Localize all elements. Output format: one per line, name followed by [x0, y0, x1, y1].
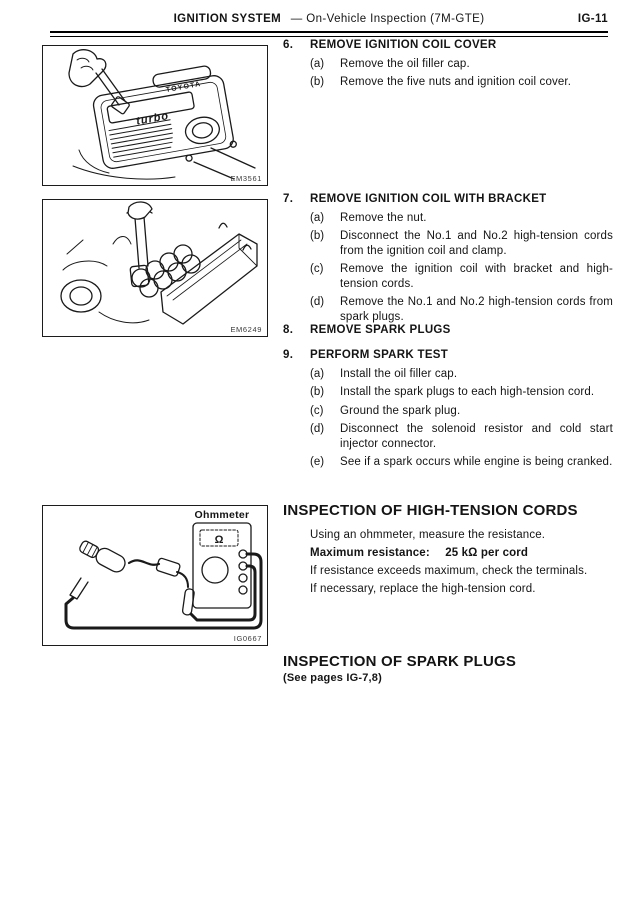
hand-icon [69, 50, 106, 87]
engine-plug-removal-illustration [43, 200, 267, 336]
substep [310, 385, 613, 400]
step-8 [283, 323, 613, 338]
substep-label: (a) [310, 367, 325, 380]
substep-text: Remove the No.1 and No.2 high-tension cords from spark plugs. [340, 296, 613, 323]
figure-ignition-coil-cover [42, 45, 268, 186]
figure-ignition-coil-bracket [42, 199, 268, 337]
substep [310, 455, 613, 470]
substep [310, 367, 613, 382]
section-high-tension-cords [283, 502, 615, 598]
step-title: REMOVE IGNITION COIL WITH BRACKET [310, 193, 547, 205]
hand-icon [128, 202, 152, 219]
toyota-badge-label: TOYOTA [165, 80, 202, 95]
substep [310, 404, 613, 419]
header-section-name: IGNITION SYSTEM [173, 13, 282, 25]
figure-caption: EM3561 [230, 174, 262, 183]
instruction-line: If resistance exceeds maximum, check the terminals. [310, 565, 588, 577]
ohmmeter-cord-illustration [43, 506, 267, 645]
turbo-panel-label: turbo [135, 110, 171, 128]
substep-label: (a) [310, 211, 325, 224]
section-spark-plugs [283, 653, 615, 684]
substep-text: Disconnect the solenoid resistor and cold start injector connector. [340, 423, 613, 450]
step-6 [283, 38, 613, 90]
substep-label: (c) [310, 404, 324, 417]
substep-label: (b) [310, 230, 325, 242]
section-title: INSPECTION OF SPARK PLUGS [283, 653, 517, 670]
page-reference: (See pages IG-7,8) [283, 672, 382, 684]
header-rule [50, 31, 608, 37]
substep-text: Remove the ignition coil with bracket and high-tension cords. [340, 263, 613, 290]
substep [310, 295, 613, 324]
substep-label: (c) [310, 263, 324, 275]
substep-label: (d) [310, 423, 325, 435]
step-number: 6. [283, 39, 294, 51]
cord-cable [129, 560, 159, 564]
spec-label: Maximum resistance: [310, 547, 430, 559]
substep [310, 75, 613, 90]
spark-plug-boot [77, 537, 127, 575]
omega-symbol: Ω [214, 534, 224, 546]
substep-label: (b) [310, 386, 325, 398]
substep-text: Install the spark plugs to each high-tension cord. [340, 386, 595, 398]
plug-wrench-icon [135, 217, 148, 268]
substep [310, 57, 613, 72]
spec-value: 25 kΩ per cord [445, 547, 529, 559]
ohmmeter-label: Ohmmeter [194, 509, 250, 521]
header-subtitle: — On-Vehicle Inspection (7M-GTE) [290, 13, 485, 25]
substep-text: Remove the oil filler cap. [340, 57, 470, 70]
figure-caption: IG0667 [233, 634, 262, 643]
test-lead-1 [66, 554, 261, 628]
step-9 [283, 348, 613, 470]
step-7 [283, 192, 613, 324]
instruction-line: If necessary, replace the high-tension cord. [310, 583, 536, 595]
figure-caption: EM6249 [230, 325, 262, 334]
instruction-line: Using an ohmmeter, measure the resistance. [310, 529, 546, 541]
substep-label: (d) [310, 296, 325, 308]
substep [310, 211, 613, 226]
substep-text: Remove the nut. [340, 211, 427, 224]
substep [310, 262, 613, 291]
substep-text: See if a spark occurs while engine is being cranked. [340, 456, 613, 468]
substep [310, 422, 613, 451]
figure-ohmmeter-test [42, 505, 268, 646]
substep-text: Install the oil filler cap. [340, 367, 458, 380]
step-title: REMOVE IGNITION COIL COVER [310, 39, 497, 51]
substep-text: Disconnect the No.1 and No.2 high-tension cords from the ignition coil and clamp. [340, 230, 613, 257]
substep [310, 229, 613, 258]
step-number: 8. [283, 324, 294, 336]
step-number: 9. [283, 349, 294, 361]
substep-text: Ground the spark plug. [340, 404, 461, 417]
header-title [50, 13, 608, 25]
dial-icon [202, 557, 228, 583]
step-title: REMOVE SPARK PLUGS [310, 324, 451, 336]
substep-text: Remove the five nuts and ignition coil cover. [340, 76, 572, 88]
step-number: 7. [283, 193, 294, 205]
section-title: INSPECTION OF HIGH-TENSION CORDS [283, 502, 578, 519]
engine-cover-illustration [43, 46, 267, 185]
spec-line [310, 544, 615, 562]
page-number: IG-11 [577, 13, 608, 25]
step-title: PERFORM SPARK TEST [310, 349, 449, 361]
substep-label: (e) [310, 456, 325, 468]
substep-label: (a) [310, 57, 325, 70]
substep-label: (b) [310, 76, 325, 88]
